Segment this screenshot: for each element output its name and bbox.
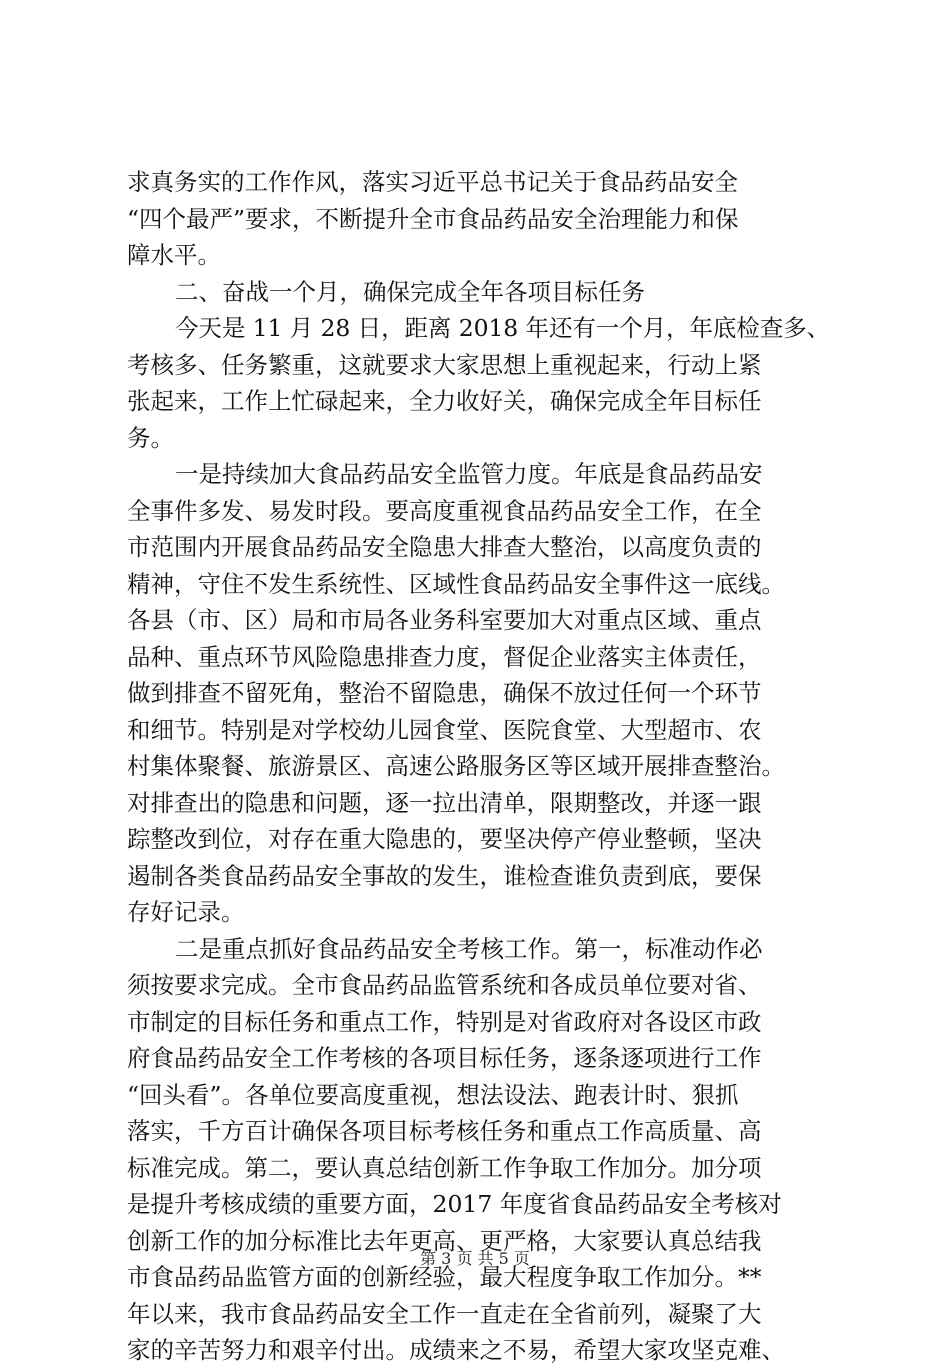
text-line: 二、奋战一个月，确保完成全年各项目标任务 (175, 277, 645, 306)
text-line: 各县（市、区）局和市局各业务科室要加大对重点区域、重点 (127, 606, 762, 634)
text-line: 家的辛苦努力和艰辛付出。成绩来之不易，希望大家攻坚克难、 (127, 1336, 785, 1364)
text-line: 今天是 11 月 28 日，距离 2018 年还有一个月，年底检查多、 (175, 314, 830, 342)
text-line: 踪整改到位，对存在重大隐患的，要坚决停产停业整顿，坚决 (127, 825, 762, 853)
text-line: 精神，守住不发生系统性、区域性食品药品安全事件这一底线。 (127, 569, 785, 598)
text-line: 务。 (127, 423, 174, 452)
text-line: 村集体聚餐、旅游景区、高速公路服务区等区域开展排查整治。 (127, 752, 785, 780)
text-line: 须按要求完成。全市食品药品监管系统和各成员单位要对省、 (127, 971, 762, 999)
text-line: 年以来，我市食品药品安全工作一直走在全省前列，凝聚了大 (127, 1299, 762, 1328)
text-line: 遏制各类食品药品安全事故的发生，谁检查谁负责到底，要保 (127, 861, 762, 890)
document-body (127, 164, 830, 1369)
page-footer: 第 3 页 共 5 页 (420, 1249, 530, 1268)
text-line: “回头看”。各单位要高度重视，想法设法、跑表计时、狠抓 (127, 1080, 739, 1109)
text-line: 做到排查不留死角，整治不留隐患，确保不放过任何一个环节 (127, 679, 762, 707)
text-line: “四个最严”要求，不断提升全市食品药品安全治理能力和保 (127, 204, 739, 233)
text-line: 市范围内开展食品药品安全隐患大排查大整治，以高度负责的 (127, 533, 762, 561)
text-line: 二是重点抓好食品药品安全考核工作。第一，标准动作必 (175, 934, 763, 963)
text-line: 全事件多发、易发时段。要高度重视食品药品安全工作，在全 (127, 496, 762, 525)
text-line: 一是持续加大食品药品安全监管力度。年底是食品药品安 (175, 460, 763, 488)
text-line: 张起来，工作上忙碌起来，全力收好关，确保完成全年目标任 (127, 387, 762, 415)
text-line: 考核多、任务繁重，这就要求大家思想上重视起来，行动上紧 (127, 350, 762, 379)
text-line: 对排查出的隐患和问题，逐一拉出清单，限期整改，并逐一跟 (127, 788, 762, 817)
text-line: 落实，千方百计确保各项目标考核任务和重点工作高质量、高 (127, 1117, 762, 1145)
text-line: 品种、重点环节风险隐患排查力度，督促企业落实主体责任， (127, 642, 762, 671)
text-line: 市制定的目标任务和重点工作，特别是对省政府对各设区市政 (127, 1007, 762, 1036)
text-line: 障水平。 (127, 241, 221, 269)
text-line: 和细节。特别是对学校幼儿园食堂、医院食堂、大型超市、农 (127, 715, 762, 744)
text-line: 创新工作的加分标准比去年更高、更严格，大家要认真总结我 (127, 1226, 762, 1255)
text-line: 是提升考核成绩的重要方面，2017 年度省食品药品安全考核对 (127, 1190, 782, 1218)
text-line: 标准完成。第二，要认真总结创新工作争取工作加分。加分项 (127, 1153, 762, 1182)
text-line: 府食品药品安全工作考核的各项目标任务，逐条逐项进行工作 (127, 1044, 762, 1072)
text-line: 市食品药品监管方面的创新经验，最大程度争取工作加分。** (127, 1263, 762, 1291)
text-line: 存好记录。 (127, 898, 245, 926)
text-line: 求真务实的工作作风，落实习近平总书记关于食品药品安全 (127, 168, 738, 196)
